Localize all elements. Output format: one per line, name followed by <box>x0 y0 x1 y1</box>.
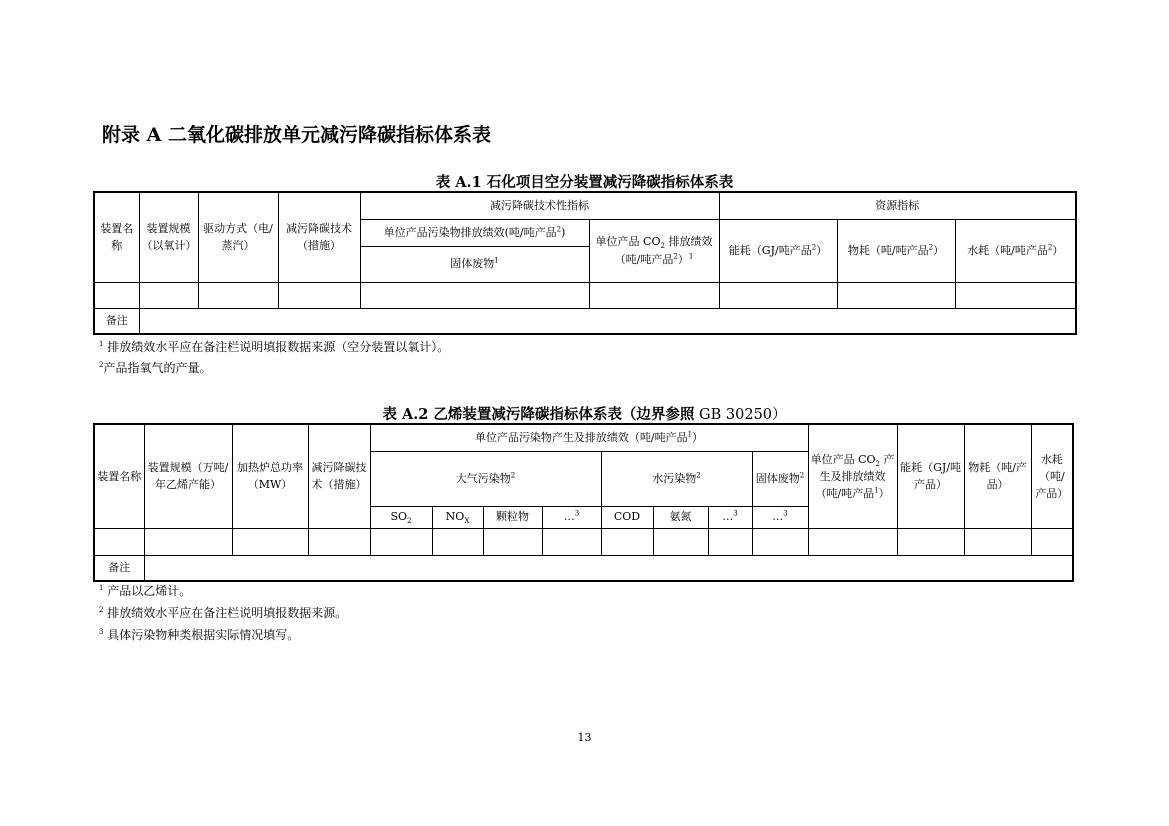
header-co2-emission: 单位产品 $CO_2$ 排放绩效（吨/吨产品$^2$）$^1$ <box>589 219 719 282</box>
header-water-other: …$^3$ <box>708 506 752 528</box>
remark-row <box>94 555 1073 581</box>
note-2: $^2$ 排放绩效水平应在备注栏说明填报数据来源。 <box>99 606 348 620</box>
appendix-title: 附录 A 二氧化碳排放单元减污降碳指标体系表 <box>102 124 491 146</box>
remark-label: 备注 <box>94 308 139 334</box>
header-tech-measures: 减污降碳技术（措施） <box>278 192 360 282</box>
header-energy-consumption: 能耗（GJ/吨产品$^2$） <box>719 219 837 282</box>
header-ammonia: 氨氮 <box>653 506 708 528</box>
note-1: $^1$ 排放绩效水平应在备注栏说明填报数据来源（空分装置以氧计）。 <box>99 340 450 354</box>
header-particulate: 颗粒物 <box>483 506 542 528</box>
table-row <box>94 282 1076 308</box>
header-tech-measures: 减污降碳技术（措施） <box>308 424 370 528</box>
header-cod: COD <box>601 506 653 528</box>
header-solid-waste: 固体废物$^1$ <box>360 246 589 282</box>
header-energy-consumption: 能耗（GJ/吨产品） <box>897 424 964 528</box>
page-number: 13 <box>577 731 592 744</box>
header-water-consumption: 水耗（吨/产品） <box>1031 424 1073 528</box>
header-drive-mode: 驱动方式（电/蒸汽） <box>198 192 278 282</box>
header-tech-indicator: 减污降碳技术性指标 <box>360 192 719 219</box>
header-pollutant-emission: 单位产品污染物排放绩效(吨/吨产品$^2$) <box>360 219 589 246</box>
header-water-pollutants: 水污染物$^2$ <box>601 451 752 506</box>
header-solid-other: …$^3$ <box>752 506 808 528</box>
header-so2: $SO_2$ <box>370 506 432 528</box>
header-device-scale: 装置规模（万吨/年乙烯产能） <box>144 424 232 528</box>
remark-label: 备注 <box>94 555 144 581</box>
table-a1 <box>93 191 1077 335</box>
header-nox: $NO_X$ <box>432 506 483 528</box>
note-2: $^2$产品指氧气的产量。 <box>99 361 212 375</box>
header-material-consumption: 物耗（吨/吨产品$^2$） <box>837 219 955 282</box>
header-co2-emission: 单位产品 $CO_2$ 产生及排放绩效（吨/吨产品$^1$） <box>808 424 897 528</box>
header-device-name: 装置名称 <box>94 424 144 528</box>
header-device-scale: 装置规模（以氧计） <box>139 192 198 282</box>
remark-row <box>94 308 1076 334</box>
header-furnace-power: 加热炉总功率（MW） <box>232 424 308 528</box>
header-solid-waste: 固体废物$^2$ <box>752 451 808 506</box>
table-a1-title: 表 A.1 石化项目空分装置减污降碳指标体系表 <box>435 174 734 191</box>
table-row <box>94 528 1073 555</box>
header-air-pollutants: 大气污染物$^2$ <box>370 451 601 506</box>
header-resource-indicator: 资源指标 <box>719 192 1076 219</box>
note-1: $^1$ 产品以乙烯计。 <box>99 584 192 598</box>
header-pollutant-emission: 单位产品污染物产生及排放绩效（吨/吨产品$^1$） <box>370 424 808 451</box>
table-a2-title: 表 A.2 乙烯装置减污降碳指标体系表（边界参照 GB 30250） <box>382 406 787 423</box>
note-3: $^3$ 具体污染物种类根据实际情况填写。 <box>99 628 300 642</box>
header-air-other: …$^3$ <box>542 506 601 528</box>
header-water-consumption: 水耗（吨/吨产品$^2$） <box>955 219 1076 282</box>
header-material-consumption: 物耗（吨/产品） <box>964 424 1031 528</box>
header-device-name: 装置名称 <box>94 192 139 282</box>
table-a2 <box>93 423 1074 582</box>
